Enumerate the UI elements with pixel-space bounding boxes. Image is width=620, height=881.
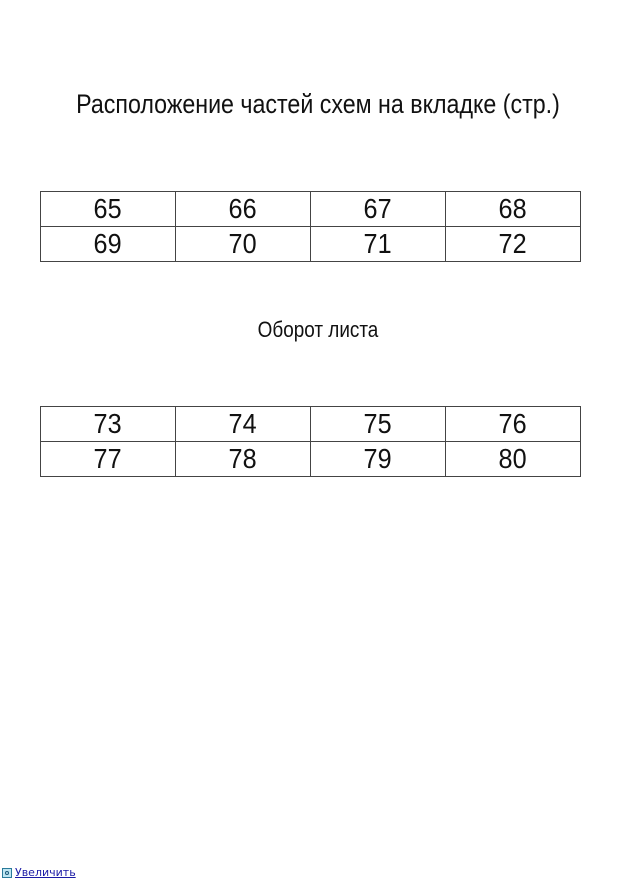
page-cell: 71 — [311, 227, 446, 262]
page-cell: 74 — [176, 407, 311, 442]
page-cell: 79 — [311, 442, 446, 477]
page-cell: 65 — [41, 192, 176, 227]
page-cell: 76 — [446, 407, 581, 442]
page-cell: 73 — [41, 407, 176, 442]
magnify-icon[interactable] — [2, 868, 12, 878]
page-cell: 66 — [176, 192, 311, 227]
page-cell: 69 — [41, 227, 176, 262]
reverse-side-label: Оборот листа — [257, 317, 379, 342]
page-title: Расположение частей схем на вкладке (стр.) — [76, 89, 560, 119]
zoom-link-label[interactable]: Увеличить — [15, 866, 76, 879]
page-cell: 72 — [446, 227, 581, 262]
page-cell: 68 — [446, 192, 581, 227]
page-cell: 75 — [311, 407, 446, 442]
page-cell: 77 — [41, 442, 176, 477]
back-page-grid — [40, 406, 581, 477]
front-page-grid — [40, 191, 581, 262]
table-row — [41, 192, 581, 227]
zoom-link[interactable] — [2, 866, 76, 880]
page-cell: 78 — [176, 442, 311, 477]
table-row — [41, 442, 581, 477]
table-row — [41, 227, 581, 262]
page-cell: 80 — [446, 442, 581, 477]
page-cell: 67 — [311, 192, 446, 227]
table-row — [41, 407, 581, 442]
page-cell: 70 — [176, 227, 311, 262]
